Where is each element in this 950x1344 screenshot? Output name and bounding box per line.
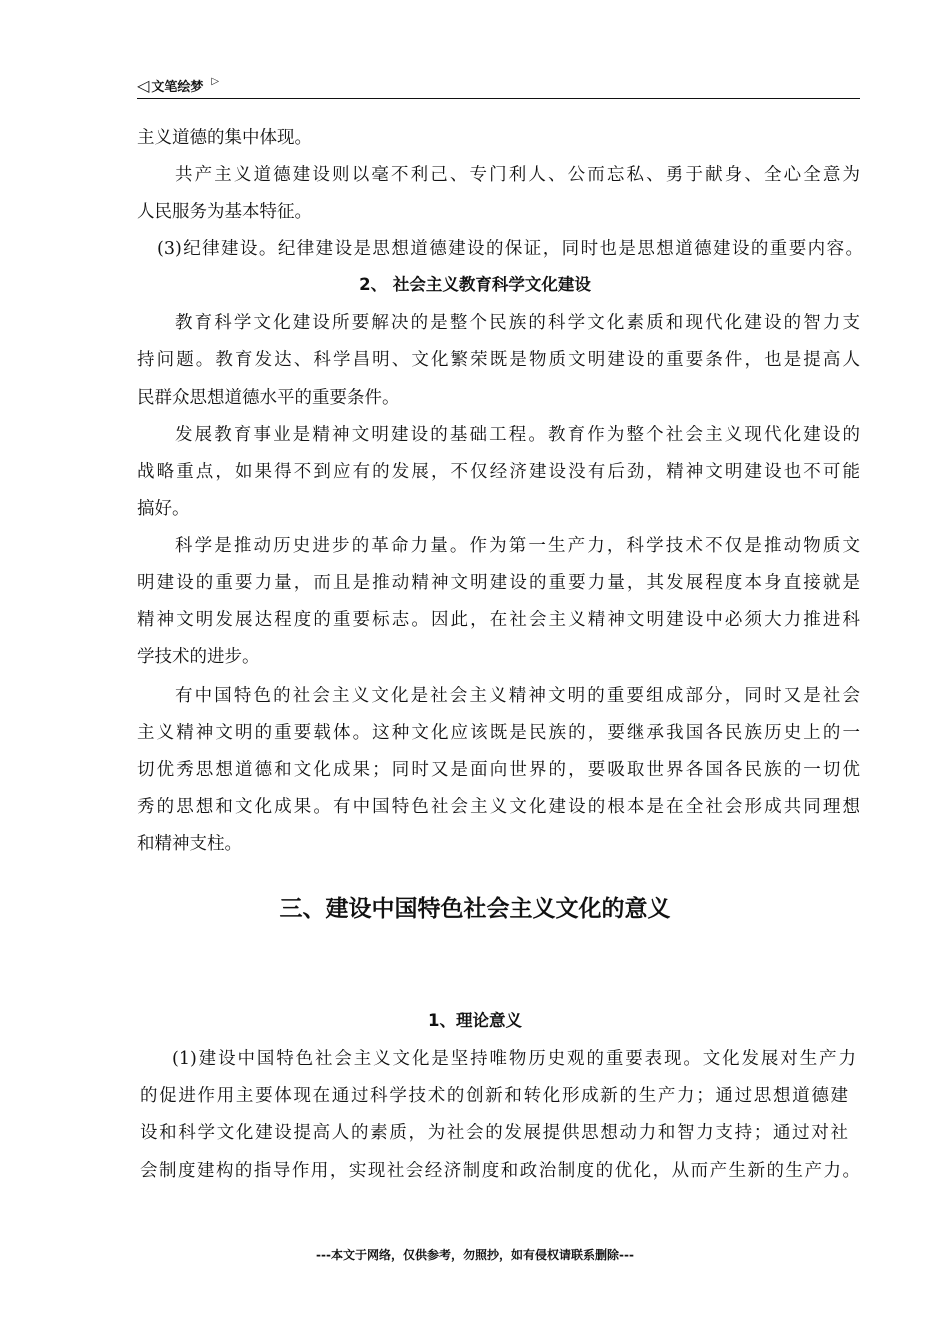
text-line: 和精神支柱。 bbox=[137, 834, 242, 854]
text-line: 持问题。教育发达、科学昌明、文化繁荣既是物质文明建设的重要条件，也是提高人 bbox=[137, 350, 860, 370]
text-line: 会制度建构的指导作用，实现社会经济制度和政治制度的优化，从而产生新的生产力。 bbox=[140, 1161, 860, 1181]
text-line: 精神文明发展达程度的重要标志。因此，在社会主义精神文明建设中必须大力推进科 bbox=[137, 610, 860, 630]
text-line: 切优秀思想道德和文化成果；同时又是面向世界的，要吸取世界各国各民族的一切优 bbox=[137, 760, 860, 780]
text-line: 科学是推动历史进步的革命力量。作为第一生产力，科学技术不仅是推动物质文 bbox=[175, 536, 860, 556]
subsection-heading: 2、 社会主义教育科学文化建设 bbox=[359, 275, 591, 294]
left-triangle-icon: ◁ bbox=[137, 75, 150, 95]
text-line: (1)建设中国特色社会主义文化是坚持唯物历史观的重要表现。文化发展对生产力 bbox=[172, 1049, 856, 1069]
text-line: 明建设的重要力量，而且是推动精神文明建设的重要力量，其发展程度本身直接就是 bbox=[137, 573, 860, 593]
text-line: 有中国特色的社会主义文化是社会主义精神文明的重要组成部分，同时又是社会 bbox=[175, 686, 860, 706]
page-footer: ---本文于网络，仅供参考，勿照抄，如有侵权请联系删除--- bbox=[316, 1248, 634, 1262]
text-line: 共产主义道德建设则以毫不利己、专门利人、公而忘私、勇于献身、全心全意为 bbox=[175, 165, 860, 185]
text-line: 学技术的进步。 bbox=[137, 647, 260, 667]
text-line: 教育科学文化建设所要解决的是整个民族的科学文化素质和现代化建设的智力支 bbox=[175, 313, 860, 333]
header-title: 文笔绘梦 bbox=[151, 79, 204, 95]
text-line: 人民服务为基本特征。 bbox=[137, 202, 312, 222]
page-header bbox=[137, 72, 860, 99]
text-line: 主义道德的集中体现。 bbox=[137, 128, 312, 148]
text-line: 秀的思想和文化成果。有中国特色社会主义文化建设的根本是在全社会形成共同理想 bbox=[137, 797, 860, 817]
section-heading: 三、建设中国特色社会主义文化的意义 bbox=[279, 896, 671, 922]
subsection-heading: 1、理论意义 bbox=[428, 1011, 522, 1030]
text-line: 主义精神文明的重要载体。这种文化应该既是民族的，要继承我国各民族历史上的一 bbox=[137, 723, 860, 743]
text-line: 的促进作用主要体现在通过科学技术的创新和转化形成新的生产力；通过思想道德建 bbox=[140, 1086, 848, 1106]
right-triangle-icon: ▷ bbox=[211, 75, 220, 87]
text-line: 民群众思想道德水平的重要条件。 bbox=[137, 388, 400, 408]
text-line: 发展教育事业是精神文明建设的基础工程。教育作为整个社会主义现代化建设的 bbox=[175, 425, 860, 445]
text-line: 设和科学文化建设提高人的素质，为社会的发展提供思想动力和智力支持；通过对社 bbox=[140, 1123, 848, 1143]
text-line: (3)纪律建设。纪律建设是思想道德建设的保证，同时也是思想道德建设的重要内容。 bbox=[157, 239, 863, 259]
text-line: 战略重点，如果得不到应有的发展，不仅经济建设没有后劲，精神文明建设也不可能 bbox=[137, 462, 860, 482]
text-line: 搞好。 bbox=[137, 499, 190, 519]
